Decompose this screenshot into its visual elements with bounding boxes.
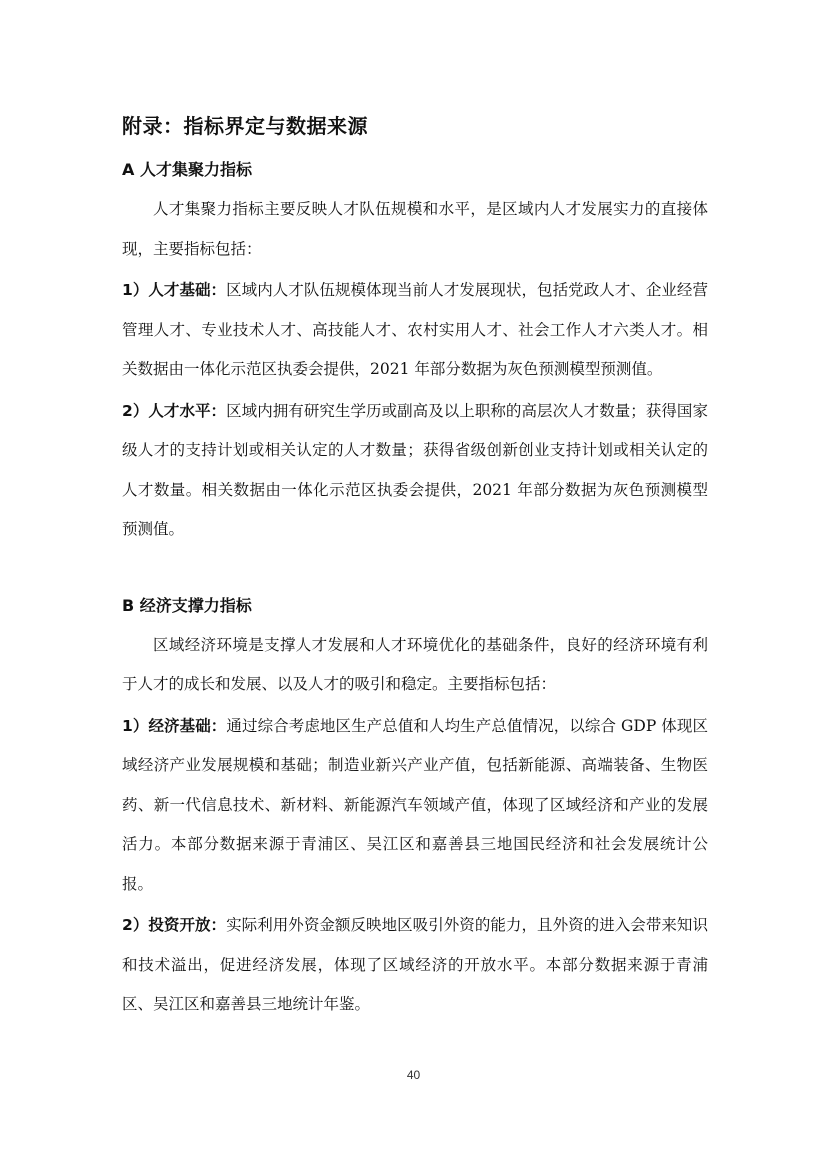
section-b-heading: B 经济支撑力指标 (122, 595, 252, 615)
page-number: 40 (406, 1068, 421, 1082)
section-b-item-2 (122, 906, 708, 1025)
section-b-item-1 (122, 707, 708, 905)
item-text: 区域内拥有研究生学历或副高及以上职称的高层次人才数量；获得国家级人才的支持计划或相关认定的人才数量；获得省级创新创业支持计划或相关认定的人才数量。相关数据由一体化示范区执委会提供，2021 年部分数据为灰色预测模型预测值。 (122, 401, 708, 538)
section-b-intro: 区域经济环境是支撑人才发展和人才环境优化的基础条件，良好的经济环境有利于人才的成长和发展、以及人才的吸引和稳定。主要指标包括： (122, 635, 708, 693)
item-text: 通过综合考虑地区生产总值和人均生产总值情况，以综合 GDP 体现区域经济产业发展规模和基础；制造业新兴产业产值，包括新能源、高端装备、生物医药、新一代信息技术、新材料、新能源汽车领域产值，体现了区域经济和产业的发展活力。本部分数据来源于青浦区、吴江区和嘉善县三地国民经济和社会发展统计公报。 (122, 716, 708, 893)
item-term: 2）人才水平： (122, 401, 227, 420)
appendix-title: 附录：指标界定与数据来源 (122, 114, 368, 138)
section-a-item-1 (122, 271, 708, 390)
item-term: 1）经济基础： (122, 716, 227, 735)
item-text: 区域内人才队伍规模体现当前人才发展现状，包括党政人才、企业经营管理人才、专业技术人才、高技能人才、农村实用人才、社会工作人才六类人才。相关数据由一体化示范区执委会提供，2021 年部分数据为灰色预测模型预测值。 (122, 281, 708, 378)
page-content (122, 110, 708, 1025)
item-term: 1）人才基础： (122, 281, 227, 299)
item-text: 实际利用外资金额反映地区吸引外资的能力，且外资的进入会带来知识和技术溢出，促进经济发展，体现了区域经济的开放水平。本部分数据来源于青浦区、吴江区和嘉善县三地统计年鉴。 (122, 916, 708, 1013)
item-term: 2）投资开放： (122, 916, 227, 934)
section-a-intro: 人才集聚力指标主要反映人才队伍规模和水平，是区域内人才发展实力的直接体现，主要指标包括： (122, 200, 708, 258)
section-a-heading: A 人才集聚力指标 (122, 160, 252, 179)
section-a-item-2 (122, 392, 708, 550)
